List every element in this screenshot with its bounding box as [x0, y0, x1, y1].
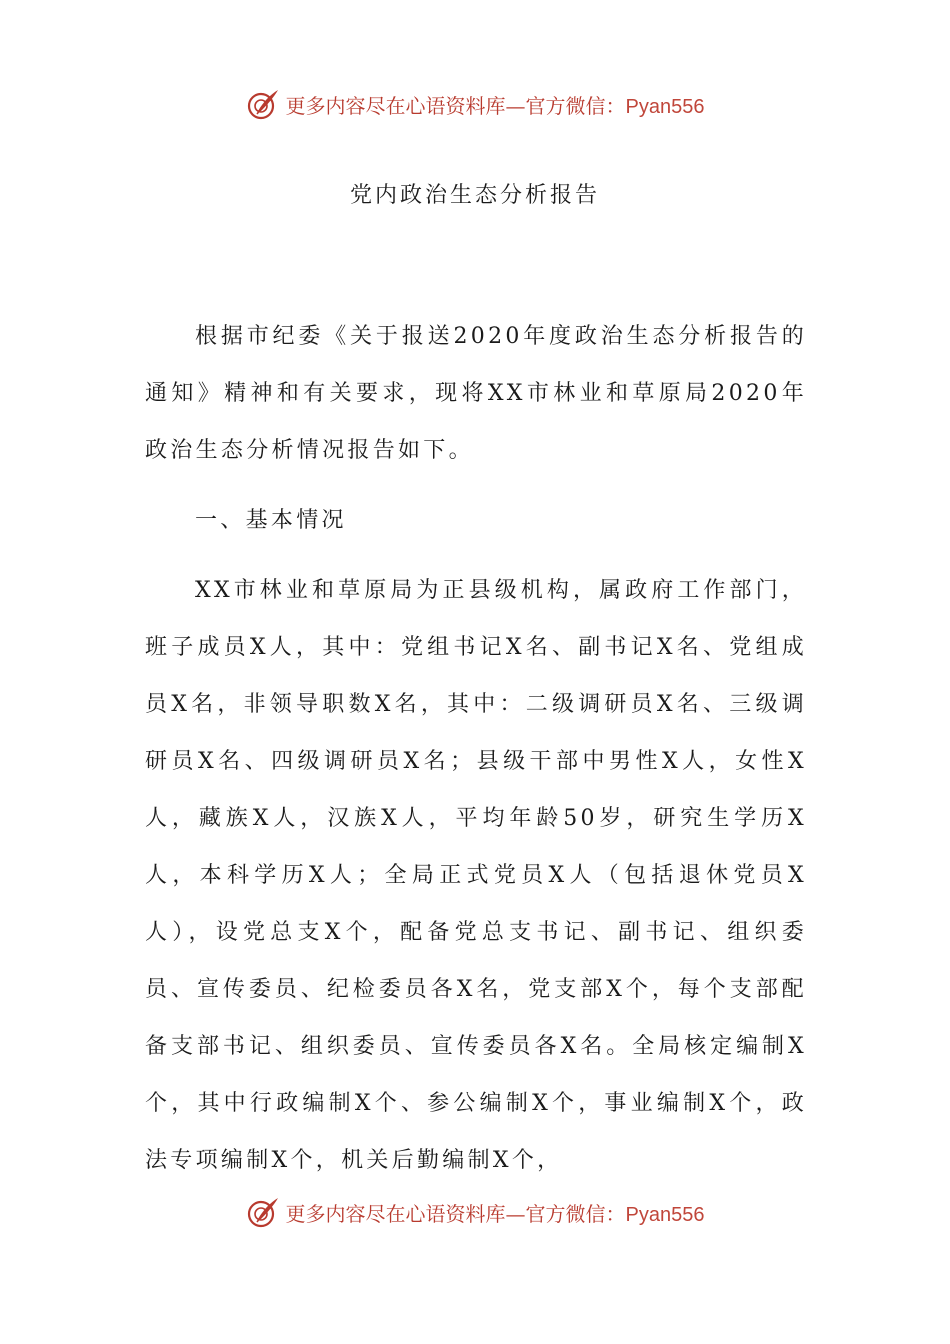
- quill-logo-icon: [246, 87, 280, 121]
- quill-logo-icon: [246, 1195, 280, 1229]
- watermark-text: 更多内容尽在心语资料库—官方微信：Pyan556: [285, 1201, 705, 1226]
- paragraph-intro: 根据市纪委《关于报送2020年度政治生态分析报告的通知》精神和有关要求，现将XX市林业和草原局2020年政治生态分析情况报告如下。: [145, 324, 807, 463]
- watermark-banner-top: [0, 84, 950, 124]
- watermark-banner-bottom: [0, 1192, 950, 1232]
- paragraph-basic-info: XX市林业和草原局为正县级机构，属政府工作部门，班子成员X人，其中：党组书记X名、副书记X名、党组成员X名，非领导职数X名，其中：二级调研员X名、三级调研员X名、四级调研员X名；县级干部中男性X人，女性X人，藏族X人，汉族X人，平均年龄50岁，研究生学历X人，本科学历X人；全局正式党员X人（包括退休党员X人），设党总支X个，配备党总支书记、副书记、组织委员、宣传委员、纪检委员各X名，党支部X个，每个支部配备支部书记、组织委员、宣传委员各X名。全局核定编制X个，其中行政编制X个、参公编制X个，事业编制X个，政法专项编制X个，机关后勤编制X个，: [145, 578, 807, 1173]
- section-heading: 一、基本情况: [195, 508, 347, 533]
- watermark-id: Pyan556: [625, 95, 705, 118]
- watermark-id: Pyan556: [625, 1203, 705, 1226]
- document-title: 党内政治生态分析报告: [349, 183, 600, 208]
- watermark-text: 更多内容尽在心语资料库—官方微信：Pyan556: [285, 93, 705, 118]
